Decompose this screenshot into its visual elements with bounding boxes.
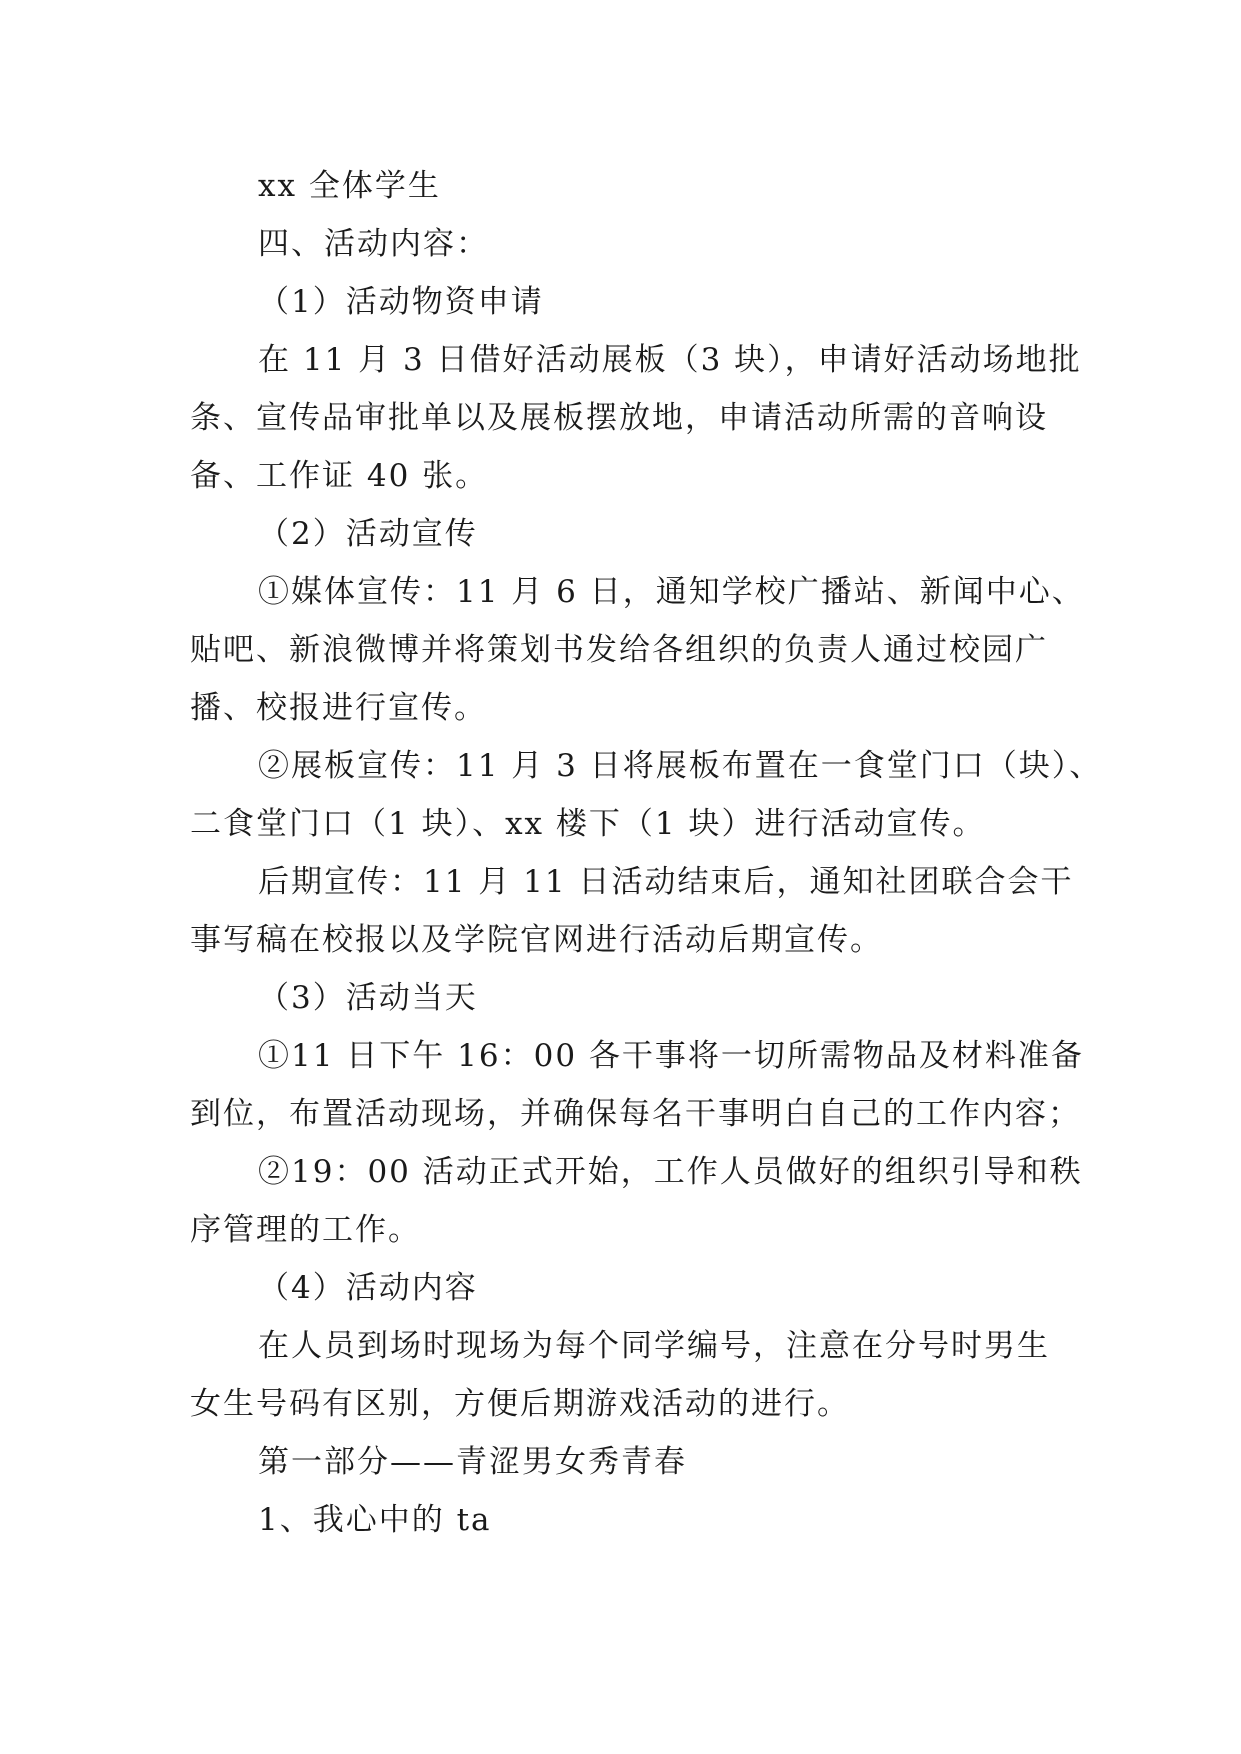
paragraph-line: 条、宣传品审批单以及展板摆放地，申请活动所需的音响设 <box>190 400 1048 436</box>
text-line: xx 全体学生 <box>258 168 441 204</box>
part-heading: 第一部分——青涩男女秀青春 <box>258 1444 687 1480</box>
paragraph-line: 二食堂门口（1 块）、xx 楼下（1 块）进行活动宣传。 <box>190 806 986 842</box>
paragraph-line: ①11 日下午 16：00 各干事将一切所需物品及材料准备 <box>258 1038 1084 1074</box>
paragraph-line: 序管理的工作。 <box>190 1212 421 1248</box>
paragraph-line: 事写稿在校报以及学院官网进行活动后期宣传。 <box>190 922 883 958</box>
item-heading: 1、我心中的 ta <box>258 1502 492 1538</box>
paragraph-line: 备、工作证 40 张。 <box>190 458 489 494</box>
paragraph-line: ②19：00 活动正式开始，工作人员做好的组织引导和秩 <box>258 1154 1083 1190</box>
paragraph-line: 在 11 月 3 日借好活动展板（3 块），申请好活动场地批 <box>258 342 1082 378</box>
paragraph-line: 女生号码有区别，方便后期游戏活动的进行。 <box>190 1386 850 1422</box>
subsection-heading: （4）活动内容 <box>258 1270 478 1306</box>
subsection-heading: （1）活动物资申请 <box>258 284 544 320</box>
paragraph-line: 到位，布置活动现场，并确保每名干事明白自己的工作内容； <box>190 1096 1081 1132</box>
subsection-heading: （2）活动宣传 <box>258 516 478 552</box>
paragraph-line: ②展板宣传：11 月 3 日将展板布置在一食堂门口（块）、 <box>258 748 1103 784</box>
paragraph-line: 后期宣传：11 月 11 日活动结束后，通知社团联合会干 <box>258 864 1074 900</box>
paragraph-line: ①媒体宣传：11 月 6 日，通知学校广播站、新闻中心、 <box>258 574 1085 610</box>
paragraph-line: 在人员到场时现场为每个同学编号，注意在分号时男生 <box>258 1328 1050 1364</box>
section-heading: 四、活动内容： <box>258 226 489 262</box>
paragraph-line: 贴吧、新浪微博并将策划书发给各组织的负责人通过校园广 <box>190 632 1048 668</box>
paragraph-line: 播、校报进行宣传。 <box>190 690 487 726</box>
subsection-heading: （3）活动当天 <box>258 980 478 1016</box>
